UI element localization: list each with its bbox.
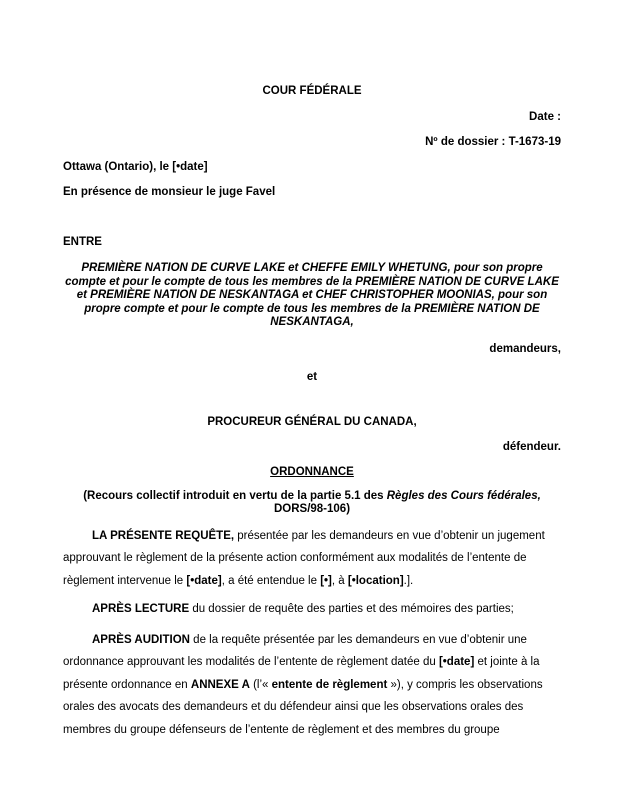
plaintiffs-role-label: demandeurs,	[489, 342, 561, 355]
defendant-role-label: défendeur.	[502, 440, 561, 453]
and-separator: et	[306, 370, 318, 383]
plaintiffs-block: PREMIÈRE NATION DE CURVE LAKE et CHEFFE EMILY WHETUNG, pour son propre compte et pour le compte de tous les membres de la PREMIÈRE NATION DE CURVE LAKE et PREMIÈRE NATION DE NESKANTAGA et CHEF CHRISTOPHER MOONIAS, pour son propre compte et pour le compte de tous les membres de la PREMIÈRE NATION DE NESKANTAGA,	[65, 262, 559, 328]
between-label: ENTRE	[63, 236, 102, 248]
order-subtitle: (Recours collectif introduit en vertu de la partie 5.1 des Règles des Cours fédérales, DORS/98-106)	[83, 489, 541, 515]
order-title	[63, 465, 561, 479]
date-line: Date :	[529, 111, 561, 123]
after-hearing-paragraph: APRÈS AUDITION de la requête présentée par les demandeurs en vue d’obtenir une ordonnance approuvant les modalités de l’entente de règlement datée du [•date] et jointe à la présente ordonnance en ANNEXE A (l’« entente de règlement »), y compris les observations orales des avocats des demandeurs et du défendeur ainsi que les observations orales des membres du groupe défenseurs de l’entente de règlement et des membres du groupe	[63, 633, 543, 736]
order-title-text: ORDONNANCE	[270, 465, 354, 478]
docket-number-line: Nº de dossier : T-1673-19	[425, 136, 561, 148]
court-title: COUR FÉDÉRALE	[262, 85, 362, 97]
defendant-name: PROCUREUR GÉNÉRAL DU CANADA,	[207, 415, 417, 428]
after-reading-paragraph: APRÈS LECTURE du dossier de requête des parties et des mémoires des parties;	[92, 603, 514, 615]
presiding-judge-line: En présence de monsieur le juge Favel	[63, 186, 276, 198]
motion-heard-paragraph: LA PRÉSENTE REQUÊTE, présentée par les demandeurs en vue d’obtenir un jugement approuvant le règlement de la présente action conformément aux modalités de l’entente de règlement intervenue le [•date], a été entendue le [•], à [•location].].	[63, 529, 545, 587]
place-and-date-line: Ottawa (Ontario), le [•date]	[63, 161, 208, 173]
